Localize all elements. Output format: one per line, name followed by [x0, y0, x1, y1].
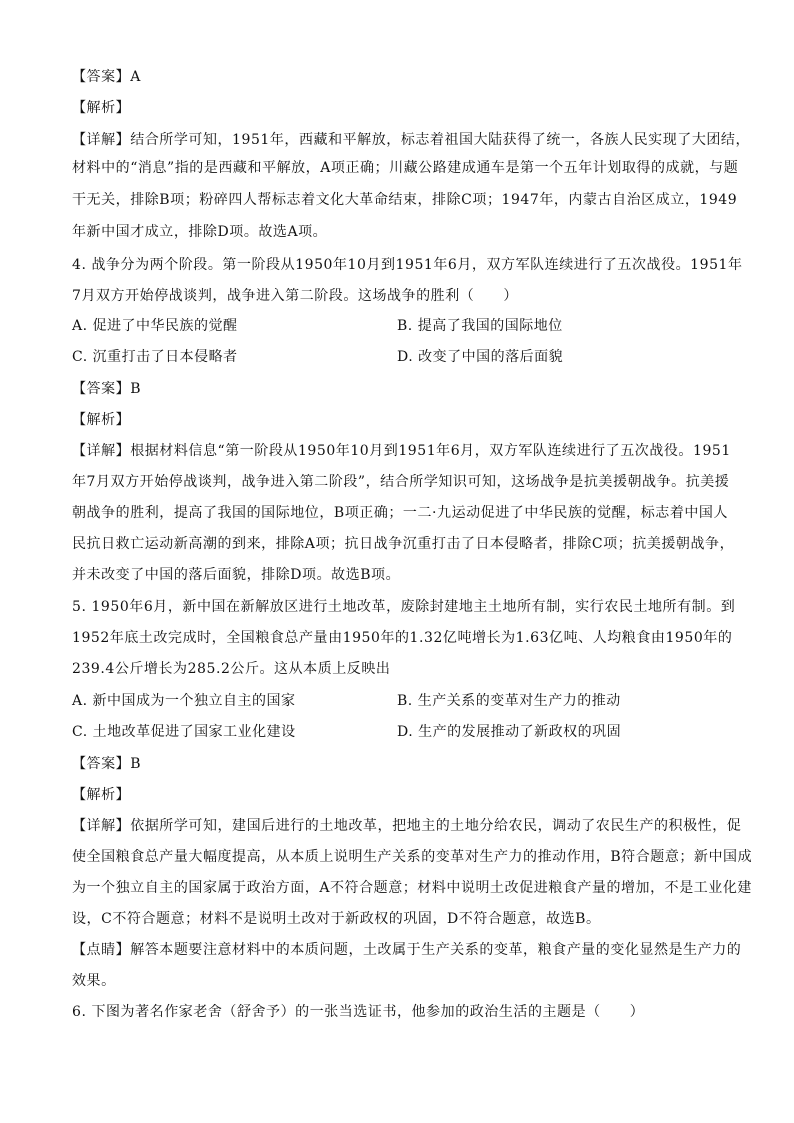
q5-option-d: D. 生产的发展推动了新政权的巩固	[397, 724, 622, 740]
q5-option-a: A. 新中国成为一个独立自主的国家	[72, 693, 296, 709]
tip-line: 【点睛】解答本题要注意材料中的本质问题，土改属于生产关系的变革，粮食产量的变化显然是生产力的	[72, 942, 742, 958]
explanation-line: 干无关，排除B项；粉碎四人帮标志着文化大革命结束，排除C项；1947年，内蒙古自治区成立，1949	[72, 192, 738, 208]
explanation-line: 【详解】依据所学可知，建国后进行的土地改革，把地主的土地分给农民，调动了农民生产的积极性，促	[72, 818, 742, 834]
explanation-line: 材料中的“消息”指的是西藏和平解放，A项正确；川藏公路建成通车是第一个五年计划取得的成就，与题	[72, 160, 739, 176]
q4-option-c: C. 沉重打击了日本侵略者	[72, 349, 238, 365]
q4-option-a: A. 促进了中华民族的觉醒	[72, 318, 238, 334]
question-5-stem: 239.4公斤增长为285.2公斤。这从本质上反映出	[72, 661, 391, 677]
answer-label: 【答案】B	[72, 756, 142, 772]
explanation-line: 使全国粮食总产量大幅度提高，从本质上说明生产关系的变革对生产力的推动作用，B符合题意；新中国成	[72, 849, 753, 865]
explanation-line: 并未改变了中国的落后面貌，排除D项。故选B项。	[72, 567, 401, 583]
explanation-line: 年7月双方开始停战谈判，战争进入第二阶段”，结合所学知识可知，这场战争是抗美援朝战争。抗美援	[72, 474, 730, 490]
question-6-stem: 6. 下图为著名作家老舍（舒舍予）的一张当选证书，他参加的政治生活的主题是（ ）	[72, 1004, 645, 1020]
explanation-line: 年新中国才成立，排除D项。故选A项。	[72, 224, 328, 240]
q4-option-b: B. 提高了我国的国际地位	[397, 318, 563, 334]
explanation-line: 【详解】结合所学可知，1951年，西藏和平解放，标志着祖国大陆获得了统一，各族人民实现了大团结，	[72, 132, 751, 148]
explanation-line: 为一个独立自主的国家属于政治方面，A不符合题意；材料中说明土改促进粮食产量的增加，不是工业化建	[72, 880, 752, 896]
question-4-stem: 4. 战争分为两个阶段。第一阶段从1950年10月到1951年6月，双方军队连续进行了五次战役。1951年	[72, 257, 743, 273]
answer-label: 【答案】A	[72, 69, 141, 85]
explanation-line: 朝战争的胜利，提高了我国的国际地位，B项正确；一二·九运动促进了中华民族的觉醒，标志着中国人	[72, 505, 729, 521]
tip-line: 效果。	[72, 973, 116, 989]
answer-label: 【答案】B	[72, 381, 142, 397]
analysis-label: 【解析】	[72, 787, 131, 803]
q5-option-b: B. 生产关系的变革对生产力的推动	[397, 693, 621, 709]
explanation-line: 设，C不符合题意；材料不是说明土改对于新政权的巩固，D不符合题意，故选B。	[72, 911, 601, 927]
explanation-line: 民抗日救亡运动新高潮的到来，排除A项；抗日战争沉重打击了日本侵略者，排除C项；抗美援朝战争，	[72, 536, 735, 552]
explanation-line: 【详解】根据材料信息“第一阶段从1950年10月到1951年6月，双方军队连续进行了五次战役。1951	[72, 443, 731, 459]
q4-option-d: D. 改变了中国的落后面貌	[397, 349, 564, 365]
question-4-stem: 7月双方开始停战谈判，战争进入第二阶段。这场战争的胜利（ ）	[72, 288, 518, 304]
analysis-label: 【解析】	[72, 100, 131, 116]
analysis-label: 【解析】	[72, 412, 131, 428]
q5-option-c: C. 土地改革促进了国家工业化建设	[72, 724, 296, 740]
question-5-stem: 5. 1950年6月，新中国在新解放区进行土地改革，废除封建地主土地所有制，实行农民土地所有制。到	[72, 599, 736, 615]
question-5-stem: 1952年底土改完成时，全国粮食总产量由1950年的1.32亿吨增长为1.63亿吨、人均粮食由1950年的	[72, 630, 733, 646]
